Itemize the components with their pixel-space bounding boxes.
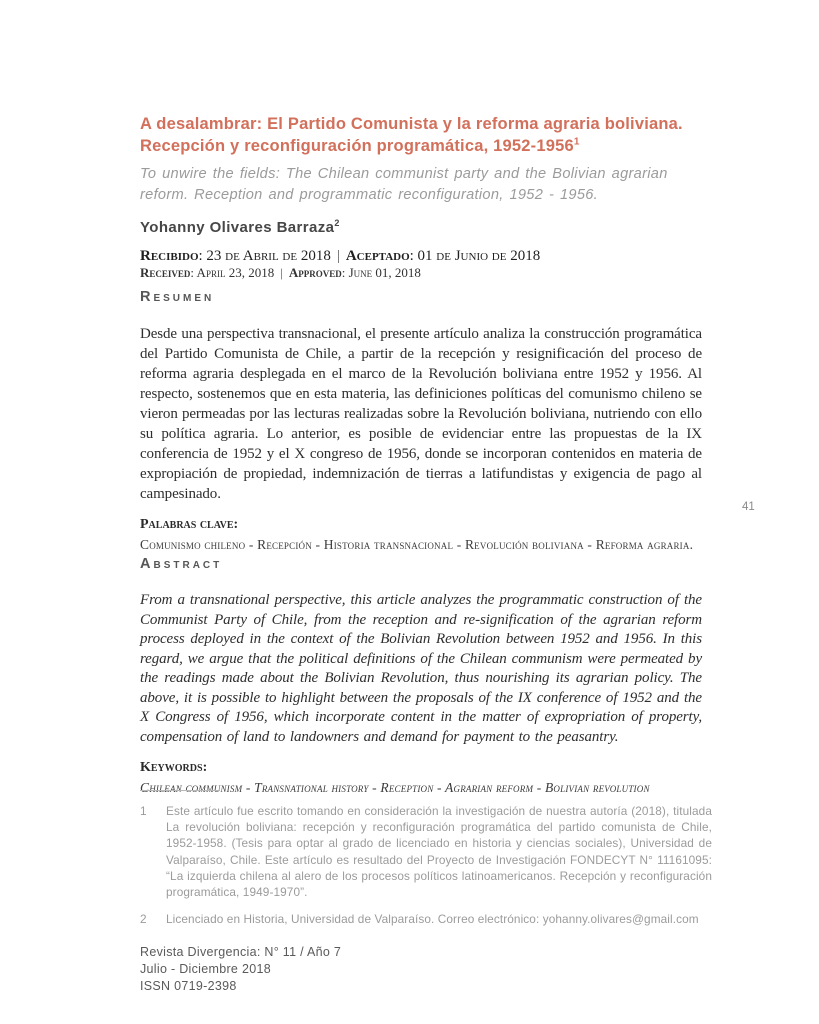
resumen-section [140,289,702,553]
journal-issn-line: ISSN 0719-2398 [140,979,237,993]
article-title-line1: A desalambrar: El Partido Comunista y la reforma agraria boliviana. [140,115,683,133]
footnote-divider [140,790,220,791]
received-label-en: Received [140,265,191,280]
accepted-value-es: : 01 de Junio de 2018 [409,248,541,264]
abstract-section [140,556,702,796]
title-footnote-ref: 1 [573,136,580,148]
footnote-2 [140,911,712,927]
dates-separator: | [336,248,340,264]
article-header [140,113,800,281]
dates-spanish [140,248,800,265]
resumen-heading: Resumen [140,289,215,305]
footnote-2-number: 2 [140,912,147,927]
article-title-line2-text: Recepción y reconfiguración programática, 1952-1956 [140,137,574,155]
article-subtitle-english: To unwire the fields: The Chilean communist party and the Bolivian agrarian reform. Reception and programmatic reconfiguration, 1952 - 1956. [140,166,668,203]
footnote-1-text: Este artículo fue escrito tomando en consideración la investigación de nuestra autoría (2018), titulada La revolución boliviana: recepción y reconfiguración programática del partido comunista de Chile, 1952-1958. (Tesis para optar al grado de licenciado en historia y ciencias sociales), Universidad de Valparaíso, Chile. Este artículo es resultado del Proyecto de Investigación FONDECYT N° 11161095: “La izquierda chilena al alero de los procesos políticos latinoamericanos. Recepción y reconfiguración programática, 1949-1970”. [166,804,712,900]
author-footnote-ref: 2 [334,218,340,228]
page-number: 41 [742,501,755,513]
received-label-es: Recibido [140,248,199,264]
dates-english [140,265,800,281]
keywords-list: Chilean communism - Transnational history - Reception - Agrarian reform - Bolivian revolution [140,780,650,795]
footnote-1 [140,803,712,900]
article-title [140,113,800,157]
abstract-body: From a transnational perspective, this article analyzes the programmatic construction of the Communist Party of Chile, from the reception and re-signification of the agrarian reform process deployed in the context of the Bolivian Revolution between 1952 and 1956. In this regard, we argue that the political definitions of the Chilean communism were permeated by the readings made about the Bolivian Revolution, thus nourishing its agrarian policy. The above, it is possible to highlight between the proposals of the IX conference of 1952 and the X Congress of 1956, which incorporate content in the matter of expropriation of property, compensation of land to landowners and demand for payment to the peasantry. [140,592,702,745]
resumen-body: Desde una perspectiva transnacional, el presente artículo analiza la construcción programática del Partido Comunista de Chile, a partir de la recepción y resignificación del proceso de reforma agraria desplegada en el marco de la Revolución boliviana entre 1952 y 1956. Al respecto, sostenemos que en esta materia, las definiciones políticas del comunismo chileno se vieron permeadas por las lecturas realizadas sobre la Revolución boliviana, nutriendo con ello su política agraria. Lo anterior, es posible de evidenciar entre las propuestas de la IX conferencia de 1952 y el X congreso de 1956, donde se incorporan contenidos en materia de expropiación de propiedad, indemnización de tierras a latifundistas y exigencia de pago al campesinado. [140,326,702,502]
dates-separator-en: | [280,265,283,280]
footnote-2-text: Licenciado en Historia, Universidad de Valparaíso. Correo electrónico: yohanny.olivares@gmail.com [166,912,699,927]
palabras-clave-heading: Palabras clave: [140,517,239,532]
received-value-es: : 23 de Abril de 2018 [198,248,331,264]
palabras-clave-list: Comunismo chileno - Recepción - Historia transnacional - Revolución boliviana - Reforma agraria. [140,537,694,552]
accepted-label-es: Aceptado [345,248,410,264]
journal-period-line: Julio - Diciembre 2018 [140,962,271,976]
author-name-text: Yohanny Olivares Barraza [140,219,335,236]
journal-issue-line: Revista Divergencia: N° 11 / Año 7 [140,945,342,959]
journal-footer [140,944,341,995]
keywords-heading: Keywords: [140,760,208,775]
abstract-heading: Abstract [140,556,223,572]
approved-label-en: Approved [288,265,342,280]
author-name [140,218,800,236]
received-value-en: : April 23, 2018 [190,265,275,280]
article-title-line2 [140,135,800,157]
footnotes-section [140,790,712,938]
approved-value-en: : June 01, 2018 [341,265,421,280]
footnote-1-number: 1 [140,804,147,818]
submission-dates [140,248,800,281]
